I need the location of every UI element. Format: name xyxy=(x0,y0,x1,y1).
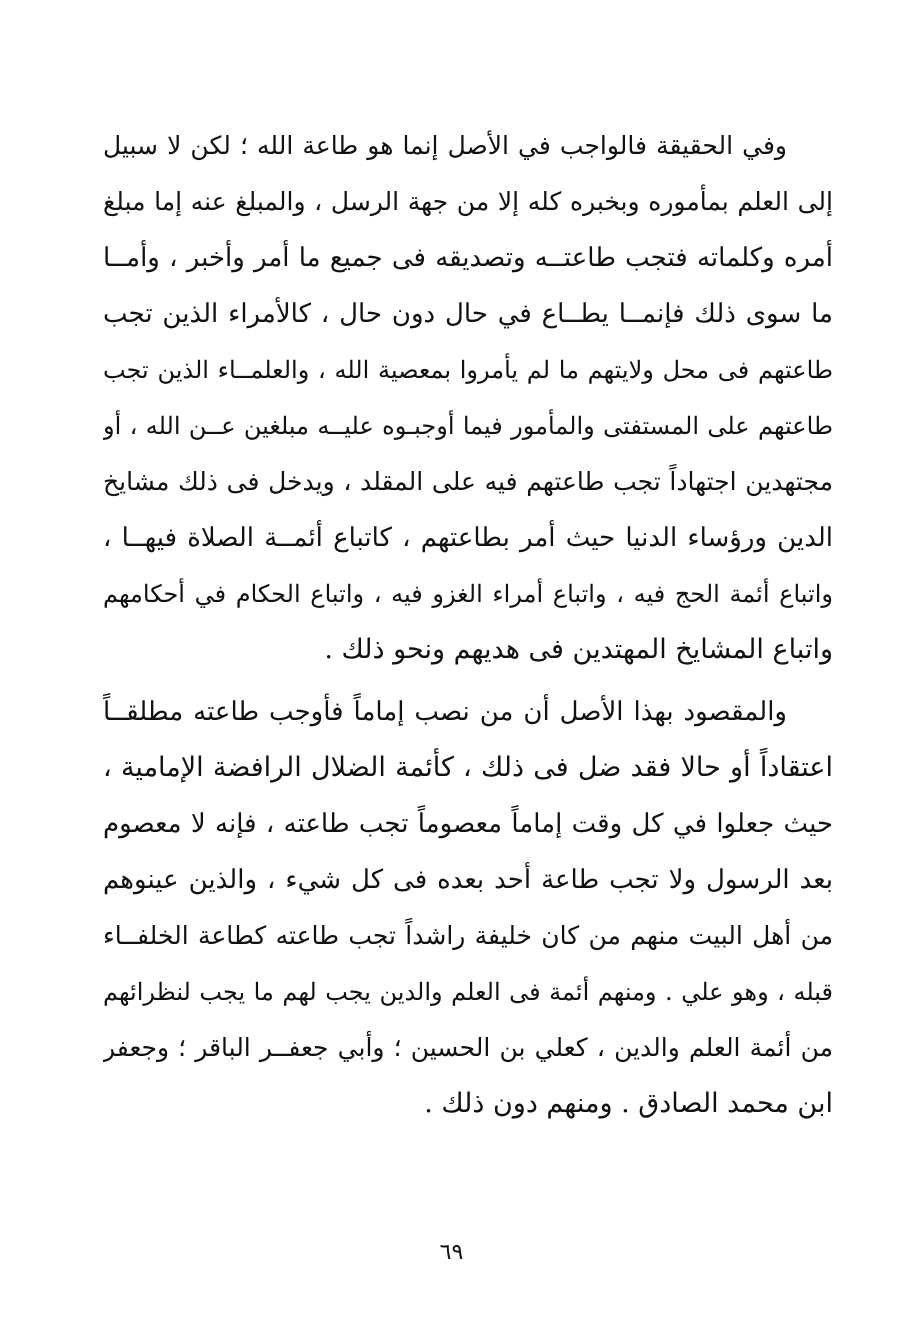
text-line: واتباع أئمة الحج فيه ، واتباع أمراء الغزو فيه ، واتباع الحكام في أحكامهم xyxy=(103,580,833,608)
text-line: مجتهدين اجتهاداً تجب طاعتهم فيه على المقلد ، ويدخل فى ذلك مشايخ xyxy=(103,467,833,496)
text-line: وفي الحقيقة فالواجب في الأصل إنما هو طاعة الله ؛ لكن لا سبيل xyxy=(103,131,787,160)
text-line: والمقصود بهذا الأصل أن من نصب إماماً فأوجب طاعته مطلقــاً xyxy=(103,697,787,727)
text-line: أمره وكلماته فتجب طاعتــه وتصديقه فى جميع ما أمر وأخبر ، وأمــا xyxy=(103,243,833,273)
text-line: اعتقاداً أو حالا فقد ضل فى ذلك ، كأئمة الضلال الرافضة الإمامية ، xyxy=(103,752,833,783)
text-line: من أهل البيت منهم من كان خليفة راشداً تجب طاعته كطاعة الخلفــاء xyxy=(103,921,833,950)
text-line: طاعتهم على المستفتى والمأمور فيما أوجبـوه عليــه مبلغين عــن الله ، أو xyxy=(103,412,833,440)
text-line: الدين ورؤساء الدنيا حيث أمر بطاعتهم ، كاتباع أئمــة الصلاة فيهــا ، xyxy=(103,523,833,553)
text-line: من أئمة العلم والدين ، كعلي بن الحسين ؛ وأبي جعفــر الباقر ؛ وجعفر xyxy=(103,1033,833,1062)
text-line: قبله ، وهو علي . ومنهم أئمة فى العلم والدين يجب لهم ما يجب لنظرائهم xyxy=(103,978,833,1006)
paragraph-2 xyxy=(103,684,833,1132)
page-number: ٦٩ xyxy=(439,1240,464,1265)
text-line: ما سوى ذلك فإنمــا يطــاع في حال دون حال ، كالأمراء الذين تجب xyxy=(103,299,833,329)
text-line: بعد الرسول ولا تجب طاعة أحد بعده فى كل شيء ، والذين عينوهم xyxy=(103,865,833,895)
text-line: طاعتهم فى محل ولايتهم ما لم يأمروا بمعصية الله ، والعلمــاء الذين تجب xyxy=(103,356,833,384)
text-line: واتباع المشايخ المهتدين فى هديهم ونحو ذلك . xyxy=(324,634,833,665)
text-line: ابن محمد الصادق . ومنهم دون ذلك . xyxy=(424,1088,833,1119)
paragraph-1 xyxy=(103,118,833,678)
text-line: حيث جعلوا في كل وقت إماماً معصوماً تجب طاعته ، فإنه لا معصوم xyxy=(103,809,833,839)
text-line: إلى العلم بمأموره وبخبره كله إلا من جهة الرسل ، والمبلغ عنه إما مبلغ xyxy=(103,187,833,216)
